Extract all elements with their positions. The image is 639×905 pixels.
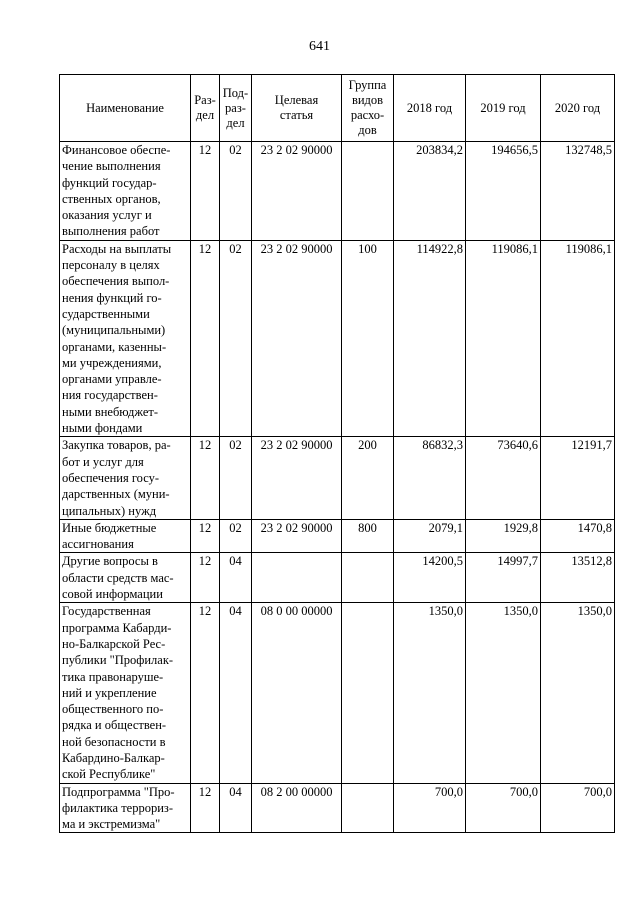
name-line: области средств мас- xyxy=(62,570,174,585)
cell-podrazdel: 02 xyxy=(220,437,252,519)
cell-2018: 2079,1 xyxy=(394,519,466,553)
header-2020: 2020 год xyxy=(541,75,615,142)
cell-podrazdel: 02 xyxy=(220,142,252,241)
cell-name xyxy=(60,603,191,783)
name-line: ской Республике" xyxy=(62,767,156,782)
cell-name xyxy=(60,553,191,603)
cell-target-article: 23 2 02 90000 xyxy=(252,142,342,241)
name-line: тика правонаруше- xyxy=(62,669,164,684)
name-line: ципальных) нужд xyxy=(62,503,157,518)
cell-2018: 86832,3 xyxy=(394,437,466,519)
header-line: дел xyxy=(195,108,215,122)
name-line: обеспечения выпол- xyxy=(62,274,170,289)
page-number: 641 xyxy=(309,39,330,54)
table-row xyxy=(60,519,615,553)
header-line: расхо- xyxy=(350,108,385,122)
name-line: дарственных (муни- xyxy=(62,487,170,502)
cell-2019: 194656,5 xyxy=(466,142,541,241)
name-line: совой информации xyxy=(62,587,163,602)
header-line: статья xyxy=(279,108,314,122)
name-line: ний и укрепление xyxy=(62,685,157,700)
name-line: ными внебюджет- xyxy=(62,404,159,419)
table-row xyxy=(60,603,615,783)
name-line: но-Балкарской Рес- xyxy=(62,636,166,651)
cell-2020: 12191,7 xyxy=(541,437,615,519)
cell-target-article xyxy=(252,553,342,603)
cell-podrazdel: 04 xyxy=(220,603,252,783)
cell-podrazdel: 04 xyxy=(220,553,252,603)
table-row xyxy=(60,437,615,519)
name-line: оказания услуг и xyxy=(62,208,152,223)
cell-name xyxy=(60,519,191,553)
header-2018: 2018 год xyxy=(394,75,466,142)
name-line: органами, казенны- xyxy=(62,339,167,354)
name-line: Закупка товаров, ра- xyxy=(62,438,171,453)
header-line: видов xyxy=(351,93,384,107)
cell-2018: 700,0 xyxy=(394,783,466,833)
cell-podrazdel: 02 xyxy=(220,519,252,553)
header-line: дов xyxy=(358,123,377,137)
cell-2018: 14200,5 xyxy=(394,553,466,603)
name-line: Государственная xyxy=(62,604,151,619)
cell-2018: 1350,0 xyxy=(394,603,466,783)
name-line: Другие вопросы в xyxy=(62,554,158,569)
cell-2019: 14997,7 xyxy=(466,553,541,603)
name-line: программа Кабарди- xyxy=(62,620,172,635)
header-line: Группа xyxy=(348,78,387,92)
name-line: ственных органов, xyxy=(62,191,161,206)
cell-2019: 700,0 xyxy=(466,783,541,833)
name-line: нения функций го- xyxy=(62,290,162,305)
name-line: Иные бюджетные xyxy=(62,520,157,535)
cell-2020: 13512,8 xyxy=(541,553,615,603)
table-row xyxy=(60,142,615,241)
cell-name xyxy=(60,142,191,241)
name-line: ния государствен- xyxy=(62,388,158,403)
name-line: обеспечения госу- xyxy=(62,470,160,485)
name-line: филактика террориз- xyxy=(62,800,173,815)
name-line: рядка и обществен- xyxy=(62,718,167,733)
name-line: ми учреждениями, xyxy=(62,355,162,370)
cell-name xyxy=(60,437,191,519)
name-line: сударственными xyxy=(62,306,150,321)
table-row xyxy=(60,783,615,833)
cell-razdel: 12 xyxy=(191,603,220,783)
cell-expense-group: 800 xyxy=(342,519,394,553)
budget-table xyxy=(59,74,615,833)
name-line: выполнения работ xyxy=(62,224,160,239)
cell-expense-group xyxy=(342,603,394,783)
cell-podrazdel: 04 xyxy=(220,783,252,833)
header-expense-group xyxy=(342,75,394,142)
cell-name xyxy=(60,240,191,437)
name-line: функций государ- xyxy=(62,175,157,190)
cell-target-article: 08 2 00 00000 xyxy=(252,783,342,833)
cell-2019: 1929,8 xyxy=(466,519,541,553)
cell-target-article: 23 2 02 90000 xyxy=(252,240,342,437)
cell-expense-group: 100 xyxy=(342,240,394,437)
name-line: бот и услуг для xyxy=(62,454,144,469)
header-name: Наименование xyxy=(60,75,191,142)
table-row xyxy=(60,240,615,437)
cell-2020: 1350,0 xyxy=(541,603,615,783)
cell-razdel: 12 xyxy=(191,519,220,553)
header-line: дел xyxy=(226,115,245,130)
cell-2020: 700,0 xyxy=(541,783,615,833)
name-line: ассигнования xyxy=(62,537,134,552)
cell-2018: 114922,8 xyxy=(394,240,466,437)
cell-2020: 1470,8 xyxy=(541,519,615,553)
table-header-row xyxy=(60,75,615,142)
header-podrazdel xyxy=(220,75,252,142)
cell-2020: 132748,5 xyxy=(541,142,615,241)
cell-target-article: 23 2 02 90000 xyxy=(252,519,342,553)
name-line: ма и экстремизма" xyxy=(62,817,161,832)
cell-expense-group xyxy=(342,553,394,603)
cell-target-article: 08 0 00 00000 xyxy=(252,603,342,783)
cell-podrazdel: 02 xyxy=(220,240,252,437)
cell-target-article: 23 2 02 90000 xyxy=(252,437,342,519)
name-line: ной безопасности в xyxy=(62,734,166,749)
cell-razdel: 12 xyxy=(191,783,220,833)
cell-razdel: 12 xyxy=(191,437,220,519)
name-line: общественного по- xyxy=(62,702,164,717)
name-line: Кабардино-Балкар- xyxy=(62,750,165,765)
cell-razdel: 12 xyxy=(191,240,220,437)
header-2019: 2019 год xyxy=(466,75,541,142)
cell-expense-group xyxy=(342,142,394,241)
name-line: органами управле- xyxy=(62,372,162,387)
header-line: раз- xyxy=(225,100,246,115)
name-line: Финансовое обеспе- xyxy=(62,143,171,157)
cell-2019: 73640,6 xyxy=(466,437,541,519)
header-line: Целевая xyxy=(274,93,319,107)
table-body xyxy=(60,142,615,833)
header-target-article xyxy=(252,75,342,142)
name-line: (муниципальными) xyxy=(62,323,166,338)
cell-2019: 1350,0 xyxy=(466,603,541,783)
table-row xyxy=(60,553,615,603)
cell-razdel: 12 xyxy=(191,553,220,603)
cell-name xyxy=(60,783,191,833)
header-line: Под- xyxy=(222,85,249,100)
name-line: чение выполнения xyxy=(62,159,161,174)
name-line: персоналу в целях xyxy=(62,258,160,273)
cell-expense-group: 200 xyxy=(342,437,394,519)
cell-expense-group xyxy=(342,783,394,833)
cell-razdel: 12 xyxy=(191,142,220,241)
cell-2020: 119086,1 xyxy=(541,240,615,437)
name-line: ными фондами xyxy=(62,421,143,436)
header-line: Раз- xyxy=(194,93,216,107)
name-line: публики "Профилак- xyxy=(62,653,174,668)
name-line: Расходы на выплаты xyxy=(62,241,172,256)
name-line: Подпрограмма "Про- xyxy=(62,784,175,799)
header-razdel xyxy=(191,75,220,142)
cell-2018: 203834,2 xyxy=(394,142,466,241)
cell-2019: 119086,1 xyxy=(466,240,541,437)
